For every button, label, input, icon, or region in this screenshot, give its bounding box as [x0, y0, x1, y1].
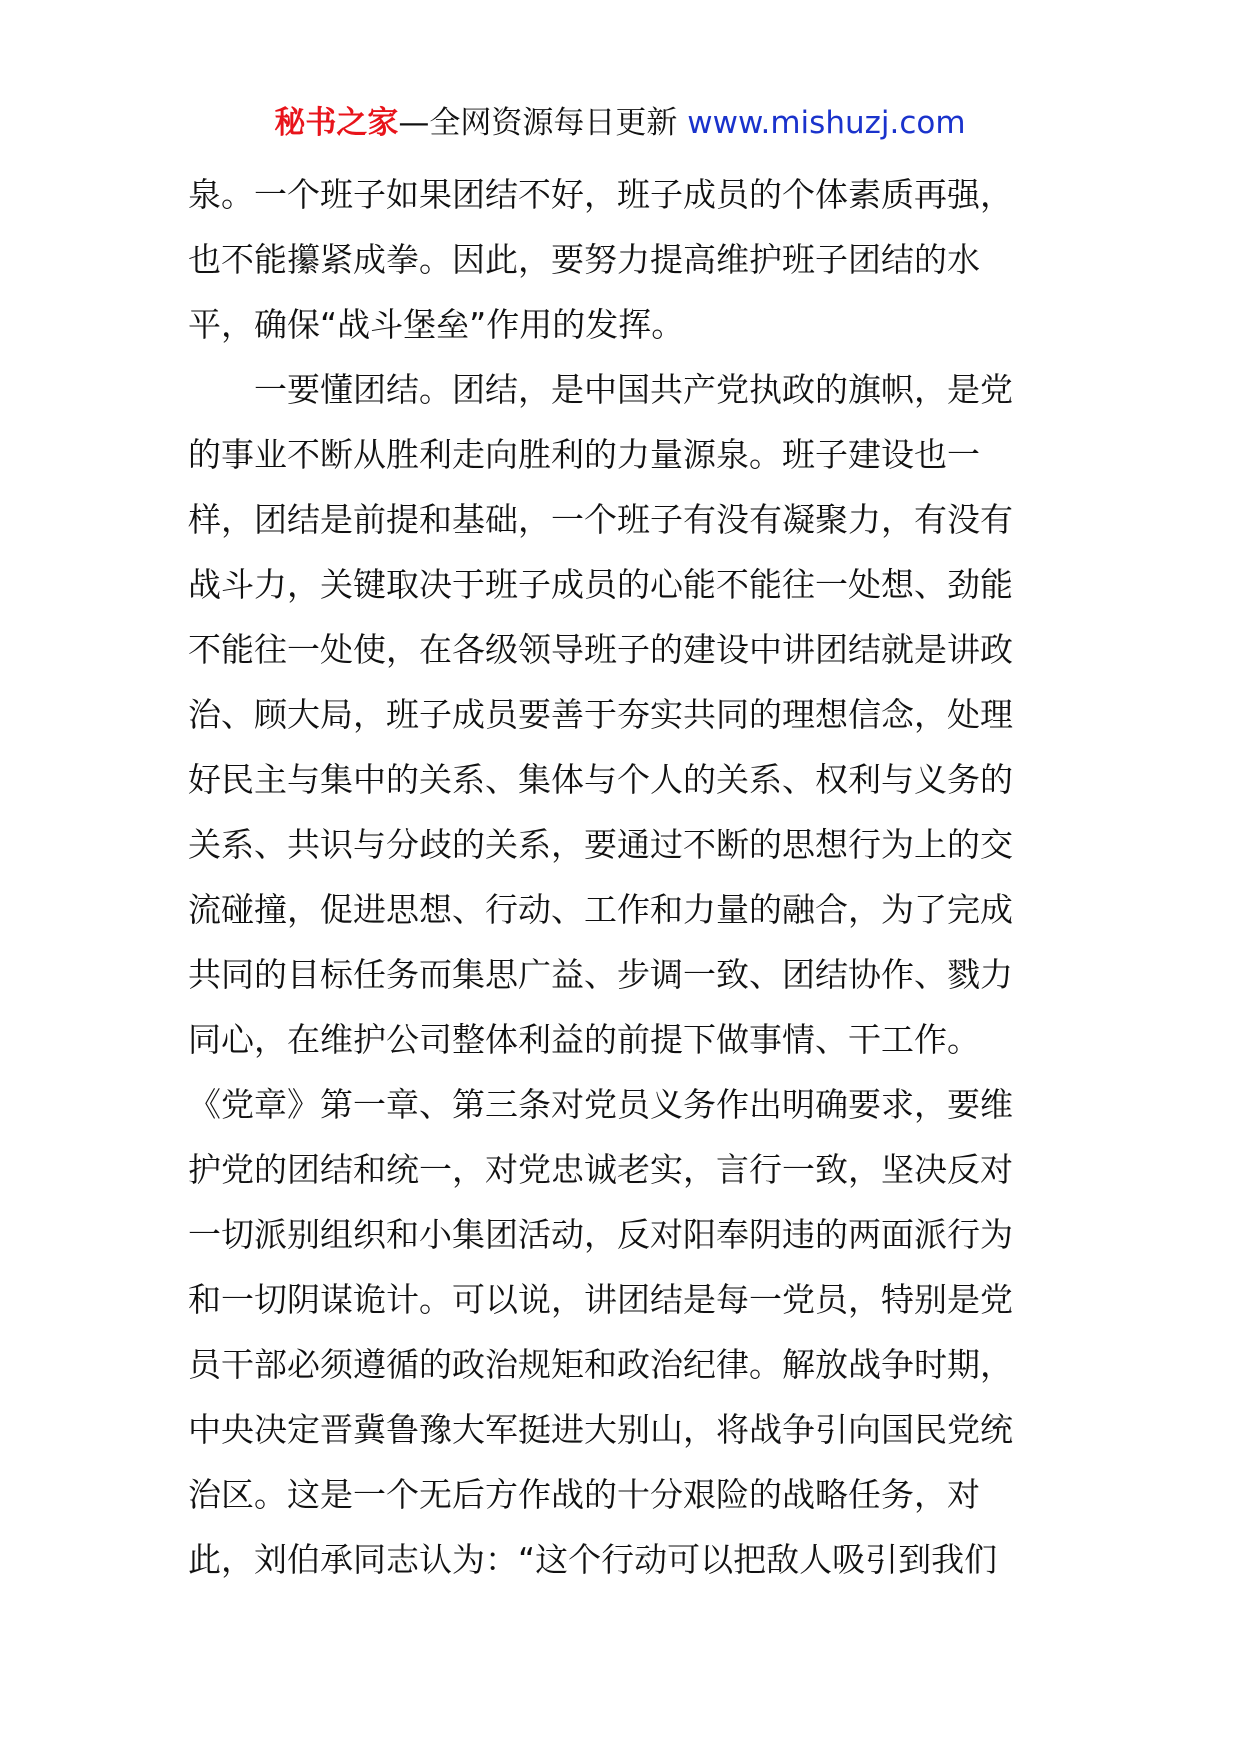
document-body: [188, 162, 1060, 1592]
paragraph-start-line: 一要懂团结。团结，是中国共产党执政的旗帜，是党: [254, 370, 1013, 409]
header-slogan: —全网资源每日更新: [398, 105, 688, 141]
text-line: 此，刘伯承同志认为：“这个行动可以把敌人吸引到我们: [188, 1540, 998, 1579]
text-line: 护党的团结和统一，对党忠诚老实，言行一致，坚决反对: [188, 1150, 1013, 1189]
text-line: 不能往一处使，在各级领导班子的建设中讲团结就是讲政: [188, 630, 1013, 669]
brand-name: 秘书之家: [274, 105, 399, 141]
text-line: 和一切阴谋诡计。可以说，讲团结是每一党员，特别是党: [188, 1280, 1013, 1319]
text-line: 关系、共识与分歧的关系，要通过不断的思想行为上的交: [188, 825, 1013, 864]
text-line: 员干部必须遵循的政治规矩和政治纪律。解放战争时期，: [188, 1345, 1013, 1384]
text-line: 平，确保“战斗堡垒”作用的发挥。: [188, 305, 685, 344]
text-line: 治、顾大局，班子成员要善于夯实共同的理想信念，处理: [188, 695, 1013, 734]
text-line: 好民主与集中的关系、集体与个人的关系、权利与义务的: [188, 760, 1013, 799]
text-line: 共同的目标任务而集思广益、步调一致、团结协作、戮力: [188, 955, 1013, 994]
text-line: 一切派别组织和小集团活动，反对阳奉阴违的两面派行为: [188, 1215, 1013, 1254]
text-line: 的事业不断从胜利走向胜利的力量源泉。班子建设也一: [188, 435, 980, 474]
site-header: [0, 98, 1240, 148]
text-line: 流碰撞，促进思想、行动、工作和力量的融合，为了完成: [188, 890, 1013, 929]
text-line: 样，团结是前提和基础，一个班子有没有凝聚力，有没有: [188, 500, 1013, 539]
text-line: 同心，在维护公司整体利益的前提下做事情、干工作。: [188, 1020, 980, 1059]
text-line: 战斗力，关键取决于班子成员的心能不能往一处想、劲能: [188, 565, 1013, 604]
text-line: 治区。这是一个无后方作战的十分艰险的战略任务，对: [188, 1475, 980, 1514]
text-line: 也不能攥紧成拳。因此，要努力提高维护班子团结的水: [188, 240, 980, 279]
text-line: 《党章》第一章、第三条对党员义务作出明确要求，要维: [188, 1085, 1013, 1124]
text-line: 泉。一个班子如果团结不好，班子成员的个体素质再强，: [188, 175, 1013, 214]
site-url[interactable]: www.mishuzj.com: [687, 105, 966, 141]
text-line: 中央决定晋冀鲁豫大军挺进大别山，将战争引向国民党统: [188, 1410, 1013, 1449]
